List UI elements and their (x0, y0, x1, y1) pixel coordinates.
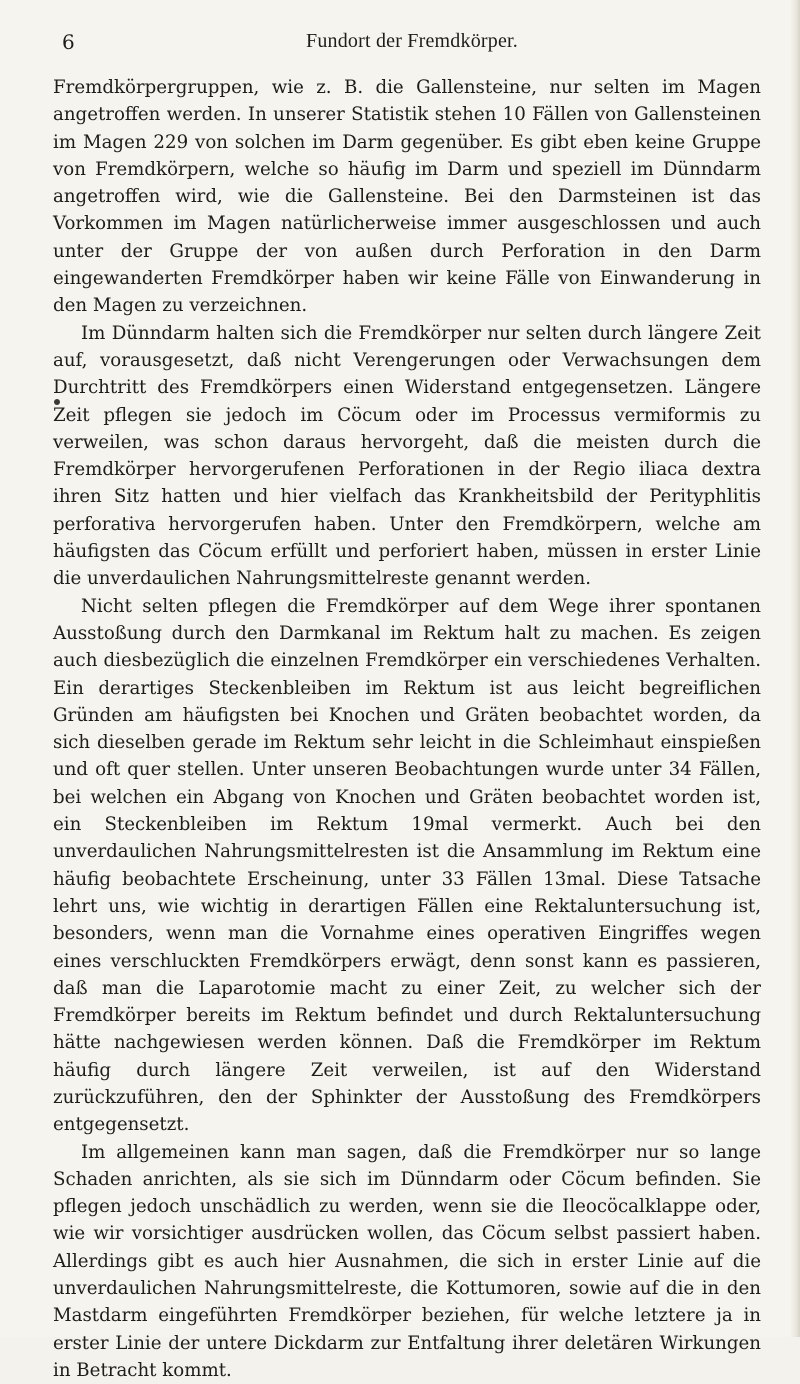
paragraph-3: Nicht selten pflegen die Fremdkörper auf dem Wege ihrer spontanen Ausstoßung durch den Darmkanal im Rektum halt zu machen. Es zeigen auch diesbezüglich die einzelnen Fremdkörper ein verschiedenes Verhalten. Ein derartiges Steckenbleiben im Rektum ist aus leicht begreiflichen Gründen am häufigsten bei Knochen und Gräten beobachtet worden, da sich dieselben gerade im Rektum sehr leicht in die Schleimhaut einspießen und oft quer stellen. Unter unseren Beobachtungen wurde unter 34 Fällen, bei welchen ein Abgang von Knochen und Gräten beobachtet worden ist, ein Steckenbleiben im Rektum 19mal vermerkt. Auch bei den unverdaulichen Nahrungsmittelresten ist die Ansammlung im Rektum eine häufig beobachtete Erscheinung, unter 33 Fällen 13mal. Diese Tatsache lehrt uns, wie wichtig in derartigen Fällen eine Rektaluntersuchung ist, besonders, wenn man die Vornahme eines operativen Eingriffes wegen eines verschluckten Fremdkörpers erwägt, denn sonst kann es passieren, daß man die Laparotomie macht zu einer Zeit, zu welcher sich der Fremdkörper bereits im Rektum befindet und durch Rektaluntersuchung hätte nachgewiesen werden können. Daß die Fremdkörper im Rektum häufig durch längere Zeit verweilen, ist auf den Widerstand zurückzuführen, den der Sphinkter der Ausstoßung des Fremdkörpers entgegensetzt. (53, 595, 761, 1136)
page-edge (790, 0, 800, 1337)
paragraph-4: Im allgemeinen kann man sagen, daß die Fremdkörper nur so lange Schaden anrichten, als sie sich im Dünndarm oder Cöcum befinden. Sie pflegen jedoch unschädlich zu werden, wenn sie die Ileocöcalklappe oder, wie wir vorsichtiger ausdrücken wollen, das Cöcum selbst passiert haben. Allerdings gibt es auch hier Ausnahmen, die sich in erster Linie auf die unverdaulichen Nahrungsmittelreste, die Kottumoren, sowie auf die in den Mastdarm eingeführten Fremdkörper beziehen, für welche letztere ja in erster Linie der untere Dickdarm zur Entfaltung ihrer deletären Wirkungen in Betracht kommt. (53, 1141, 761, 1381)
body-text (53, 74, 761, 1384)
page-number: 6 (62, 30, 75, 54)
paragraph-1: Fremdkörpergruppen, wie z. B. die Gallensteine, nur selten im Magen angetroffen werden. In unserer Statistik stehen 10 Fällen von Gallensteinen im Magen 229 von solchen im Darm gegenüber. Es gibt eben keine Gruppe von Fremdkörpern, welche so häufig im Darm und speziell im Dünndarm angetroffen wird, wie die Gallensteine. Bei den Darmsteinen ist das Vorkommen im Magen natürlicherweise immer ausgeschlossen und auch unter der Gruppe der von außen durch Perforation in den Darm eingewanderten Fremdkörper haben wir keine Fälle von Einwanderung in den Magen zu verzeichnen. (53, 77, 761, 317)
paragraph-2: Im Dünndarm halten sich die Fremdkörper nur selten durch längere Zeit auf, vorausgesetzt, daß nicht Verengerungen oder Verwachsungen dem Durchtritt des Fremdkörpers einen Widerstand entgegensetzen. Längere Zeit pflegen sie jedoch im Cöcum oder im Processus vermiformis zu verweilen, was schon daraus hervorgeht, daß die meisten durch die Fremdkörper hervorgerufenen Perforationen in der Regio iliaca dextra ihren Sitz hatten und hier vielfach das Krankheitsbild der Perityphlitis perforativa hervorgerufen haben. Unter den Fremdkörpern, welche am häufigsten das Cöcum erfüllt und perforiert haben, müssen in erster Linie die unverdaulichen Nahrungsmittelreste genannt werden. (53, 322, 761, 590)
running-head (62, 30, 762, 60)
running-title: Fundort der Fremdkörper. (306, 30, 518, 52)
